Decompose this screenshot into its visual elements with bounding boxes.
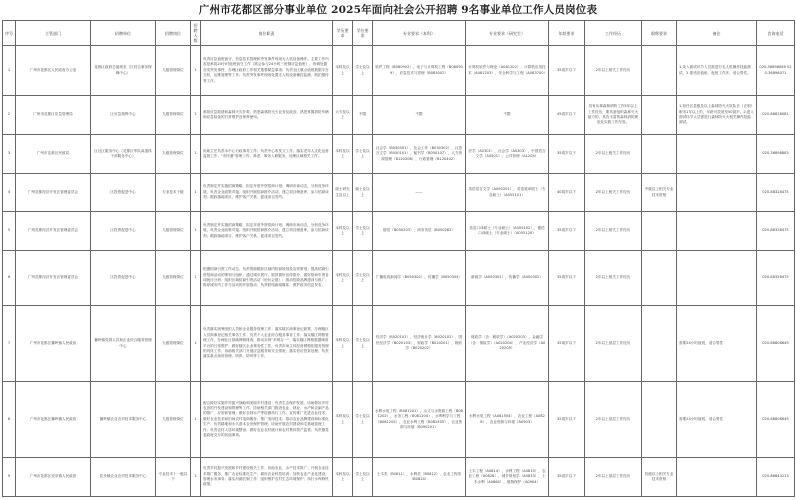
cell-major-pg: 英语口译硕士（专业硕士）（A055102），德语口译硕士（专业硕士）（A055120） — [466, 212, 549, 251]
cell-phone: 020-88328475 — [757, 212, 795, 251]
cell-duties: 负责乡村振兴发展和乡村建设相关工作；协助农业、水产技术推广；开展农业技术推广服务，推广农业标准化生产；做好农业科技培训；加快农业产业化建设；管理水务事务；落实河湖长制工作；组织维护农村生态环境保护；执行水库移民政策。 — [201, 458, 333, 497]
cell-dept: 广州市花都区狮岭镇人民政府 — [16, 306, 91, 382]
header-row — [3, 21, 795, 46]
cell-unit: 区投资促进中心 — [91, 212, 156, 251]
cell-age: 35周岁以下 — [549, 212, 585, 251]
cell-remark: 1.担任区县级及以上森林防灭火队队长（正职）职务1年以上的，年龄可放宽至50周岁。2.进入面试环节人员需进行森林防灭火相关操作技能测试。 — [677, 96, 757, 135]
cell-major-ug: 水利水电工程（B081201），水文与水资源工程（B081202），水务工程（B081204），水利科学与工程（B081205），农业水利工程（B082405），农业资源与环境（B090201） — [373, 382, 466, 458]
table-row — [3, 458, 795, 497]
cell-post: 九级管理岗位 — [156, 135, 191, 174]
cell-post: 九级管理岗位 — [156, 251, 191, 306]
cell-title-req — [642, 251, 677, 306]
cell-age: 35周岁以下 — [549, 306, 585, 382]
cell-age: 35周岁以下 — [549, 382, 585, 458]
cell-experience: 具有从事森林消防工作5年以上工作经历，要具备组织森林灭火能力的，具有丰富的森林消防理论及实践工作经验。 — [585, 96, 642, 135]
cell-dept: 广州花都经济开发区管理委员会 — [16, 251, 91, 306]
cell-phone: 020-88328475 — [757, 251, 795, 306]
cell-edu: 本科及以上 — [333, 306, 353, 382]
cell-remark — [677, 458, 757, 497]
cell-remark: 需要24小时值班，适合男性 — [677, 382, 757, 458]
cell-no: 3 — [3, 135, 16, 174]
cell-experience: 2年以上相关工作经历 — [585, 46, 642, 96]
cell-unit: 区社区服务中心（花都区军队离退休干部服务中心） — [91, 135, 156, 174]
cell-degree: 学士及以上 — [353, 135, 373, 174]
cell-count: 1 — [191, 135, 201, 174]
cell-edu: 本科及以上 — [333, 135, 353, 174]
cell-major-pg: 新闻学（A050301），传播学（A050302） — [466, 251, 549, 306]
header-unit: 招聘单位 — [91, 21, 156, 46]
cell-dept: 广州市花都区炭步镇人民政府 — [16, 458, 91, 497]
cell-degree: 学士及以上 — [353, 382, 373, 458]
cell-no: 8 — [3, 382, 16, 458]
cell-title-req: 中级以上相关专业技术资格 — [642, 174, 677, 212]
cell-dept: 广州市花都区民政局 — [16, 135, 91, 174]
cell-age: 35周岁以下 — [549, 251, 585, 306]
cell-edu: 本科及以上 — [333, 212, 353, 251]
cell-phone: 020-88328475 — [757, 174, 795, 212]
cell-major-pg: 英语语言文学（A050201），英语笔译硕士（专业硕士）（A055101） — [466, 174, 549, 212]
cell-count: 1 — [191, 96, 201, 135]
cell-major-ug: 广播电视新闻学（B050302），传播学（B050304） — [373, 251, 466, 306]
table-row — [3, 46, 795, 96]
cell-title-req — [642, 135, 677, 174]
cell-count: 1 — [191, 212, 201, 251]
cell-degree: 学士及以上 — [353, 306, 373, 382]
cell-major-pg: 不限 — [466, 96, 549, 135]
table-row — [3, 212, 795, 251]
cell-no: 5 — [3, 212, 16, 251]
cell-major-ug: 软件工程（B080902），电子与计算机工程（B080909），应急技术与管理（B083002） — [373, 46, 466, 96]
cell-duties: 负责落实统筹组织人员和企业服务管理工作；落实辖区商事登记政策，办理辖区人员商事登记相关事务工作；负责个人企业综合服务事务工作；落实镇区网格管理工作，办理社区基础网格排查，推动实现"多网合一"；落实辖区网格数据调度平台的日常维护；做好辖区企业事务性工作，负责市场主体经营网格化服务管理的具体工作；协助相关部门开展应急服务和安全排查；落实信访投诉处理；负责落实重点场所管理、防汛、防风等工作。 — [201, 306, 333, 382]
cell-duties: 负责应急值班值守，信息技术管理和突发事件现场无人机设备操作。主要工作内容是承担24小时值班值守工作（需会参与24小时三班倒应急值班），协调处置各类突发事件，办理区政府工作相关重要紧急事项；负责全区重点值班数据平台分析，运维管理等工作；负责突发事件现场处置无人机设备操控监测、航拍图传等工作。 — [201, 46, 333, 96]
cell-remark: 需要24小时值班，适合男性 — [677, 306, 757, 382]
cell-age: 35周岁以下 — [549, 46, 585, 96]
cell-title-req — [642, 96, 677, 135]
cell-phone: 020-86843213 — [757, 458, 795, 497]
cell-experience: 2年以上相关工作经历 — [585, 135, 642, 174]
job-positions-table — [2, 20, 795, 497]
cell-degree: 学士及以上 — [353, 251, 373, 306]
cell-major-ug: 土木类（B0811），水利类（B0812），农业工程类（B0824） — [373, 458, 466, 497]
cell-title-req — [642, 382, 677, 458]
cell-dept: 广州市花都区狮岭镇人民政府 — [16, 382, 91, 458]
cell-age: 40周岁以下 — [549, 174, 585, 212]
cell-title-req — [642, 306, 677, 382]
header-dept: 主管部门 — [16, 21, 91, 46]
table-row — [3, 382, 795, 458]
cell-major-ug: 不限 — [373, 96, 466, 135]
cell-degree: 学士及以上 — [353, 212, 373, 251]
header-count: 招聘人数 — [191, 21, 201, 46]
cell-post: 九级管理岗位 — [156, 46, 191, 96]
cell-no: 7 — [3, 306, 16, 382]
cell-phone: 020-86806649 — [757, 382, 795, 458]
cell-remark — [677, 251, 757, 306]
cell-post: 九级管理岗位 — [156, 96, 191, 135]
header-phone: 咨询电话 — [757, 21, 795, 46]
header-major-ug: 专业要求（本科） — [373, 21, 466, 46]
cell-experience: 2年以上基层工作经历 — [585, 382, 642, 458]
cell-phone: 020-36898883 — [757, 135, 795, 174]
cell-age: 35周岁以下 — [549, 135, 585, 174]
cell-major-pg: 法学（A0301），社会学（A0303），中国语言文学（A0501），公共管理（A1204） — [466, 135, 549, 174]
table-row — [3, 251, 795, 306]
cell-post: 九级管理岗位 — [156, 382, 191, 458]
cell-major-pg: 水利水电工程（A081504），农业工程（A0828），农业资源与环境（A0903） — [466, 382, 549, 458]
cell-unit: 区投资促进中心 — [91, 251, 156, 306]
cell-no: 6 — [3, 251, 16, 306]
cell-count: 1 — [191, 174, 201, 212]
cell-phone: 020-36898069 020-36898071 — [757, 46, 795, 96]
cell-duties: 负责制定并实施招商策略，拟定年度外资招商计划；调研市场动态，分析竞争环境，负责企业政策对接；组织开展招商推介活动，建立项目储备库，参与招商谈判；跟踪落地项目，维护客户关系，促成项目签约。 — [201, 174, 333, 212]
cell-title-req — [642, 46, 677, 96]
cell-no: 9 — [3, 458, 16, 497]
cell-experience: 2年以上基层工作经历 — [585, 306, 642, 382]
cell-age: 35周岁以下 — [549, 458, 585, 497]
cell-post: 专业技术十级 — [156, 174, 191, 212]
cell-remark — [677, 135, 757, 174]
table-row — [3, 96, 795, 135]
cell-duties: 负责制定并实施招商策略，拟定年度外资招商计划；调研市场动态，分析竞争环境，负责企业政策对接；组织开展招商推介活动，建立项目储备库，参与招商谈判；跟踪落地项目，维护客户关系，促成项目签约。 — [201, 212, 333, 251]
cell-degree: 不限 — [353, 96, 373, 135]
cell-edu: 大专及以上 — [333, 96, 353, 135]
cell-major-pg: 土木工程（A0814），水利工程（A0815），农业工程（A0828），城乡规划学（A0833），土木水利（A0864），植物保护（A0904） — [466, 458, 549, 497]
cell-post: 九级管理岗位 — [156, 212, 191, 251]
table-row — [3, 306, 795, 382]
cell-unit: 花都区政府总值班室（区综合事务保障中心） — [91, 46, 156, 96]
cell-phone: 020-86806649 — [757, 306, 795, 382]
cell-unit: 炭步镇农业农村技术服务中心 — [91, 458, 156, 497]
header-title-req: 职称要求 — [642, 21, 677, 46]
header-post: 招聘岗位 — [156, 21, 191, 46]
cell-duties: 协助主任负责本中心行政事务工作；负责中心收发文工作；落实老年人文化运营监督工作；"市民通"管理工作；养老、事务入职服务，处理区域相关工作。 — [201, 135, 333, 174]
cell-count: 1 — [191, 458, 201, 497]
cell-title-req — [642, 212, 677, 251]
page-title: 广州市花都区部分事业单位 2025年面向社会公开招聘 9名事业单位工作人员岗位表 — [198, 4, 598, 16]
cell-remark: 1.录入面试环节人员需进行无人机操作技能测试。2.需适应值班、夜班工作多、适合男性。 — [677, 46, 757, 96]
cell-unit: 区投资促进中心 — [91, 174, 156, 212]
cell-post: 九级管理岗位 — [156, 306, 191, 382]
cell-degree: 学士及以上 — [353, 458, 373, 497]
cell-dept: 广州市花都区应急管理局 — [16, 96, 91, 135]
header-degree: 学位要求 — [353, 21, 373, 46]
cell-duties: 把握招商引资工作动态，负责资源跟踪区域内招商规划及宣传策划；提高招商引资招商活动的策划与组织；通过城市展厅、展馆做好宣传推介；做好招商引资各项统计分析；组织区域招商引资活动（论坛会展）；推动招商品牌建设与推广；推荐城市内工作与活动的开展推动；负责联络新闻媒体，维护政务信息发布。 — [201, 251, 333, 306]
cell-phone: 020-86828081 — [757, 96, 795, 135]
cell-major-ug: 社会学（B030301），社会工作（B030302），汉语言文学（B050101），秘书学（B050107），人力资源管理（B120206），行政管理（B120402） — [373, 135, 466, 174]
cell-no: 1 — [3, 46, 16, 96]
table-row — [3, 135, 795, 174]
cell-dept: 广州花都经济开发区管理委员会 — [16, 212, 91, 251]
header-major-pg: 专业要求（研究生） — [466, 21, 549, 46]
cell-edu: 本科及以上 — [333, 382, 353, 458]
cell-unit: 区应急指挥中心 — [91, 96, 156, 135]
cell-degree: 学士及以上 — [353, 46, 373, 96]
cell-edu: 本科及以上 — [333, 458, 353, 497]
header-age: 年龄要求 — [549, 21, 585, 46]
cell-edu: 硕士研究生及以上 — [333, 174, 353, 212]
cell-unit: 狮岭镇党群人员和企业综合服务管理中心 — [91, 306, 156, 382]
cell-no: 4 — [3, 174, 16, 212]
cell-remark — [677, 212, 757, 251]
cell-edu: 本科及以上 — [333, 251, 353, 306]
cell-duties: 承担应急救援和森林火灾扑救，熟悉森林防灭火业务及政治，熟悉掌握消防车辆和应急装备的日常维护及保养使用。 — [201, 96, 333, 135]
cell-remark — [677, 174, 757, 212]
cell-count: 1 — [191, 46, 201, 96]
cell-count: 1 — [191, 306, 201, 382]
header-no: 序号 — [3, 21, 16, 46]
cell-major-pg: 计算机软件与理论（A081202），计算机应用技术（A081203），安全科学与工程（A083700） — [466, 46, 549, 96]
cell-major-ug: 德语（B050203），商务英语（B050262） — [373, 212, 466, 251]
cell-age: 45周岁以下 — [549, 96, 585, 135]
cell-experience: 2年以上相关工作经历 — [585, 174, 642, 212]
cell-dept: 广州市花都区人民政府办公室 — [16, 46, 91, 96]
cell-post: 专业技术十一级以下 — [156, 458, 191, 497]
cell-experience: 2年以上基层工作经历 — [585, 458, 642, 497]
cell-major-ug: —— — [373, 174, 466, 212]
cell-degree: 硕士及以上 — [353, 174, 373, 212]
cell-title-req: 初级以上相关专业技术资格 — [642, 458, 677, 497]
cell-no: 2 — [3, 96, 16, 135]
header-remark: 备注 — [677, 21, 757, 46]
cell-major-ug: 经济学（B020101），经济统计学（B020102），国民经济学（B020103），财政学（B020201），税收学（B020202） — [373, 306, 466, 382]
cell-major-pg: 财政学（含：税收学）（A020203），金融学（含：保险学）（A020204），产业经济学（A020205） — [466, 306, 549, 382]
table-row — [3, 174, 795, 212]
cell-count: 1 — [191, 251, 201, 306]
cell-edu: 本科及以上 — [333, 46, 353, 96]
cell-unit: 狮岭镇农业农村技术服务中心 — [91, 382, 156, 458]
header-experience: 工作经历 — [585, 21, 642, 46]
cell-experience: 2年以上相关工作经历 — [585, 251, 642, 306]
header-duties: 岗位职责 — [201, 21, 333, 46]
cell-experience: 2年以上相关工作经历 — [585, 212, 642, 251]
cell-count: 1 — [191, 382, 201, 458]
cell-dept: 广州花都经济开发区管理委员会 — [16, 174, 91, 212]
header-edu: 学历要求 — [333, 21, 353, 46]
cell-duties: 配合做好实施乡村振兴战略和美丽乡村建设；负责生态保护发展，协助做好乡村农田的开发建设和管理等工作；协助相关部门推进农业、林业、水产和农副产品的推广、应用和管理；做好农林水产等检测执行工作；宣传推广先进农业技术；做好农业技术和田间农村电商服务；推广适用技术；推动农业品牌建设和标准化生产；负责耕地和永久基本农田保护管理；协助开展农村建设和宅基地管理工作；负责农村人居环境整治；做好农业农村统计和农村集体资产监管；负责镇党委政府交办的其他事项。 — [201, 382, 333, 458]
